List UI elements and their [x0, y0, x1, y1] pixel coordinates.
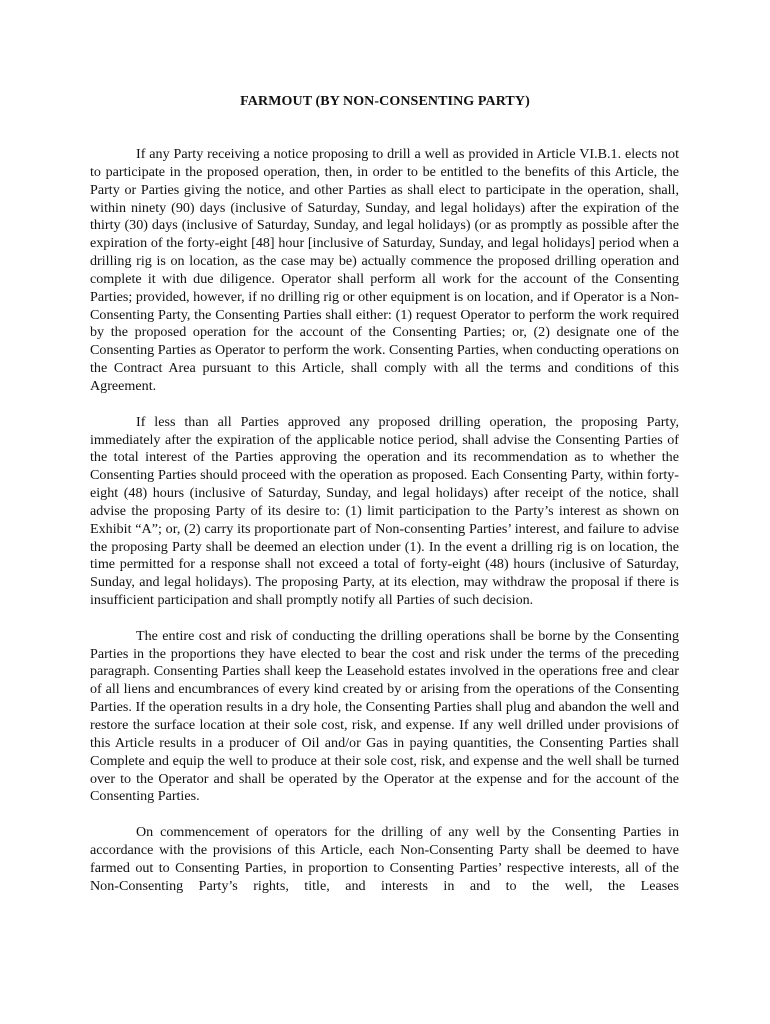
paragraph-3: The entire cost and risk of conducting the drilling operations shall be borne by the Consenting Parties in the proportions they have elected to bear the cost and risk under the terms of the preceding paragraph. Consenting Parties shall keep the Leasehold estates involved in the operations free and clear of all liens and encumbrances of every kind created by or arising from the operations of the Consenting Parties. If the operation results in a dry hole, the Consenting Parties shall plug and abandon the well and restore the surface location at their sole cost, risk, and expense. If any well drilled under provisions of this Article results in a producer of Oil and/or Gas in paying quantities, the Consenting Parties shall Complete and equip the well to produce at their sole cost, risk, and expense and the well shall be turned over to the Operator and shall be operated by the Operator at the expense and for the account of the Consenting Parties.: [90, 627, 679, 805]
paragraph-4: On commencement of operators for the drilling of any well by the Consenting Parties in accordance with the provisions of this Article, each Non-Consenting Party shall be deemed to have farmed out to Consenting Parties, in proportion to Consenting Parties’ respective interests, all of the Non-Consenting Party’s rights, title, and interests in and to the well, the Leases: [90, 824, 679, 894]
paragraph-1: If any Party receiving a notice proposing to drill a well as provided in Article VI.B.1. elects not to participate in the proposed operation, then, in order to be entitled to the benefits of this Article, the Party or Parties giving the notice, and other Parties as shall elect to participate in the operation, shall, within ninety (90) days (inclusive of Saturday, Sunday, and legal holidays) after the expiration of the thirty (30) days (inclusive of Saturday, Sunday, and legal holidays) (or as promptly as possible after the expiration of the forty-eight [48] hour [inclusive of Saturday, Sunday, and legal holidays] period when a drilling rig is on location, as the case may be) actually commence the proposed drilling operation and complete it with due diligence. Operator shall perform all work for the account of the Consenting Parties; provided, however, if no drilling rig or other equipment is on location, and if Operator is a Non-Consenting Party, the Consenting Parties shall either: (1) request Operator to perform the work required by the proposed operation for the account of the Consenting Parties; or, (2) designate one of the Consenting Parties as Operator to perform the work. Consenting Parties, when conducting operations on the Contract Area pursuant to this Article, shall comply with all the terms and conditions of this Agreement.: [90, 146, 679, 394]
document-body: [90, 146, 679, 913]
paragraph-2: If less than all Parties approved any proposed drilling operation, the proposing Party, immediately after the expiration of the applicable notice period, shall advise the Consenting Parties of the total interest of the Parties approving the operation and its recommendation as to whether the Consenting Parties should proceed with the operation as proposed. Each Consenting Party, within forty-eight (48) hours (inclusive of Saturday, Sunday, and legal holidays) after receipt of the notice, shall advise the proposing Party of its desire to: (1) limit participation to the Party’s interest as shown on Exhibit “A”; or, (2) carry its proportionate part of Non-consenting Parties’ interest, and failure to advise the proposing Party shall be deemed an election under (1). In the event a drilling rig is on location, the time permitted for a response shall not exceed a total of forty-eight (48) hours (inclusive of Saturday, Sunday, and legal holidays). The proposing Party, at its election, may withdraw the proposal if there is insufficient participation and shall promptly notify all Parties of such decision.: [90, 413, 679, 609]
page-title: FARMOUT (BY NON-CONSENTING PARTY): [240, 94, 530, 109]
